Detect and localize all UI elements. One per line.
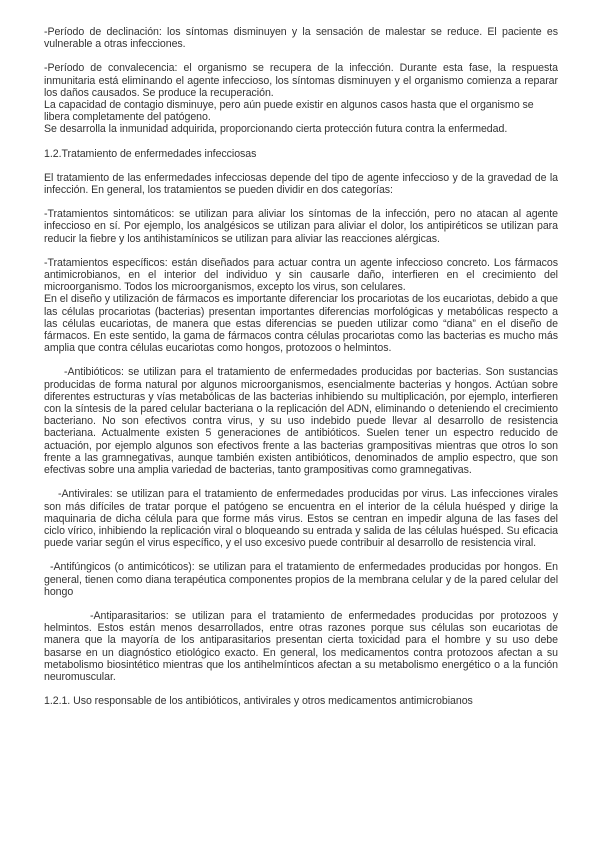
paragraph-convalecencia: -Período de convalecencia: el organismo se recupera de la infección. Durante esta fase, la respuesta inmunitaria está eliminando el agente infeccioso, los síntomas disminuyen y el organismo comienza a reparar los daños causados. Se produce la recuperación. — [44, 62, 558, 99]
paragraph-antiparasitarios: -Antiparasitarios: se utilizan para el tratamiento de enfermedades producidas por protozoos y helmintos. Estos están menos desarrollados, entre otras razones porque sus células son eucariotas de manera que la mayoría de los antiparasitarios presentan cierta toxicidad para el hombre y su uso debe basarse en un diagnóstico etiológico exacto. En general, los medicamentos contra protozoos afectan a su metabolismo biosintético mientras que los antihelmínticos afectan a su metabolismo energético o a la función neuromuscular. — [44, 609, 558, 683]
paragraph-antifungicos: -Antifúngicos (o antimicóticos): se utilizan para el tratamiento de enfermedades producidas por hongos. En general, tienen como diana terapéutica componentes propios de la membrana celular y de la pared celular del hongo — [44, 561, 558, 598]
section-heading-uso-responsable: 1.2.1. Uso responsable de los antibióticos, antivirales y otros medicamentos antimicrobianos — [44, 695, 473, 708]
paragraph-declinacion: -Período de declinación: los síntomas disminuyen y la sensación de malestar se reduce. El paciente es vulnerable a otras infecciones. — [44, 26, 558, 51]
paragraph-sintomaticos: -Tratamientos sintomáticos: se utilizan para aliviar los síntomas de la infección, pero no atacan al agente infeccioso en sí. Por ejemplo, los analgésicos se utilizan para aliviar el dolor, los antipiréticos se utilizan para reducir la fiebre y los antihistamínicos se utilizan para aliviar las reacciones alérgicas. — [44, 208, 558, 245]
paragraph-antibioticos: -Antibióticos: se utilizan para el tratamiento de enfermedades producidas por bacterias. Son sustancias producidas de forma natural por algunos microorganismos, esencialmente bacterias y hongos. Actúan sobre diferentes estructuras y vías metabólicas de las bacterias inhibiendo su multiplicación, por ejemplo, interfieren con la síntesis de la pared celular bacteriana o la replicación del ADN, eliminando o deteniendo el crecimiento bacteriano. No son efectivos contra virus, y su uso indebido puede llevar al desarrollo de resistencia bacteriana. Actualmente existen 5 generaciones de antibióticos. Suelen tener un espectro reducido de actuación, por ejemplo algunos son efectivos frente a las bacterias grampositivas mientras que otros lo son frente a las gramnegativas, aunque también existen antibióticos, denominados de amplio espectro, que son efectivas sobre una amplia variedad de bacterias, tanto grampositivas como gramnegativas. — [44, 366, 558, 477]
paragraph-tratamiento-intro: El tratamiento de las enfermedades infecciosas depende del tipo de agente infeccioso y de la gravedad de la infección. En general, los tratamientos se pueden dividir en dos categorías: — [44, 171, 558, 197]
paragraph-inmunidad: Se desarrolla la inmunidad adquirida, proporcionando cierta protección futura contra la enfermedad. — [44, 123, 508, 136]
document-page — [44, 26, 558, 707]
section-heading-tratamiento: 1.2.Tratamiento de enfermedades infecciosas — [44, 147, 257, 160]
paragraph-diseno-farmacos: En el diseño y utilización de fármacos es importante diferenciar los procariotas de los eucariotas, debido a que las células procariotas (bacterias) presentan importantes diferencias morfológicas y metabólicas respecto a las células eucariotas, de manera que estas diferencias se pueden utilizar como “diana” en el diseño de fármacos. En este sentido, la gama de fármacos contra células procariotas como las bacterias es mucho más amplia que contra células eucariotas como hongos, protozoos o helmintos. — [44, 293, 558, 355]
paragraph-especificos: -Tratamientos específicos: están diseñados para actuar contra un agente infeccioso concreto. Los fármacos antimicrobianos, en el interior del individuo y sin causarle daño, interfieren en el crecimiento del microorganismo. Todos los microorganismos, excepto los virus, son celulares. — [44, 256, 558, 294]
paragraph-antivirales: -Antivirales: se utilizan para el tratamiento de enfermedades producidas por virus. Las infecciones virales son más difíciles de tratar porque el patógeno se encuentra en el interior de la célula huésped y dirige la maquinaria de dicha célula para que forme más virus. Estos se centran en impedir alguna de las fases del ciclo vírico, inhibiendo la replicación viral o bloqueando su entrada y salida de las células huésped. Su eficacia puede variar según el virus específico, y el uso excesivo puede contribuir al desarrollo de resistencia viral. — [44, 488, 558, 550]
paragraph-contagio: La capacidad de contagio disminuye, pero aún puede existir en algunos casos hasta que el organismo se libera completamente del patógeno. — [44, 99, 534, 124]
